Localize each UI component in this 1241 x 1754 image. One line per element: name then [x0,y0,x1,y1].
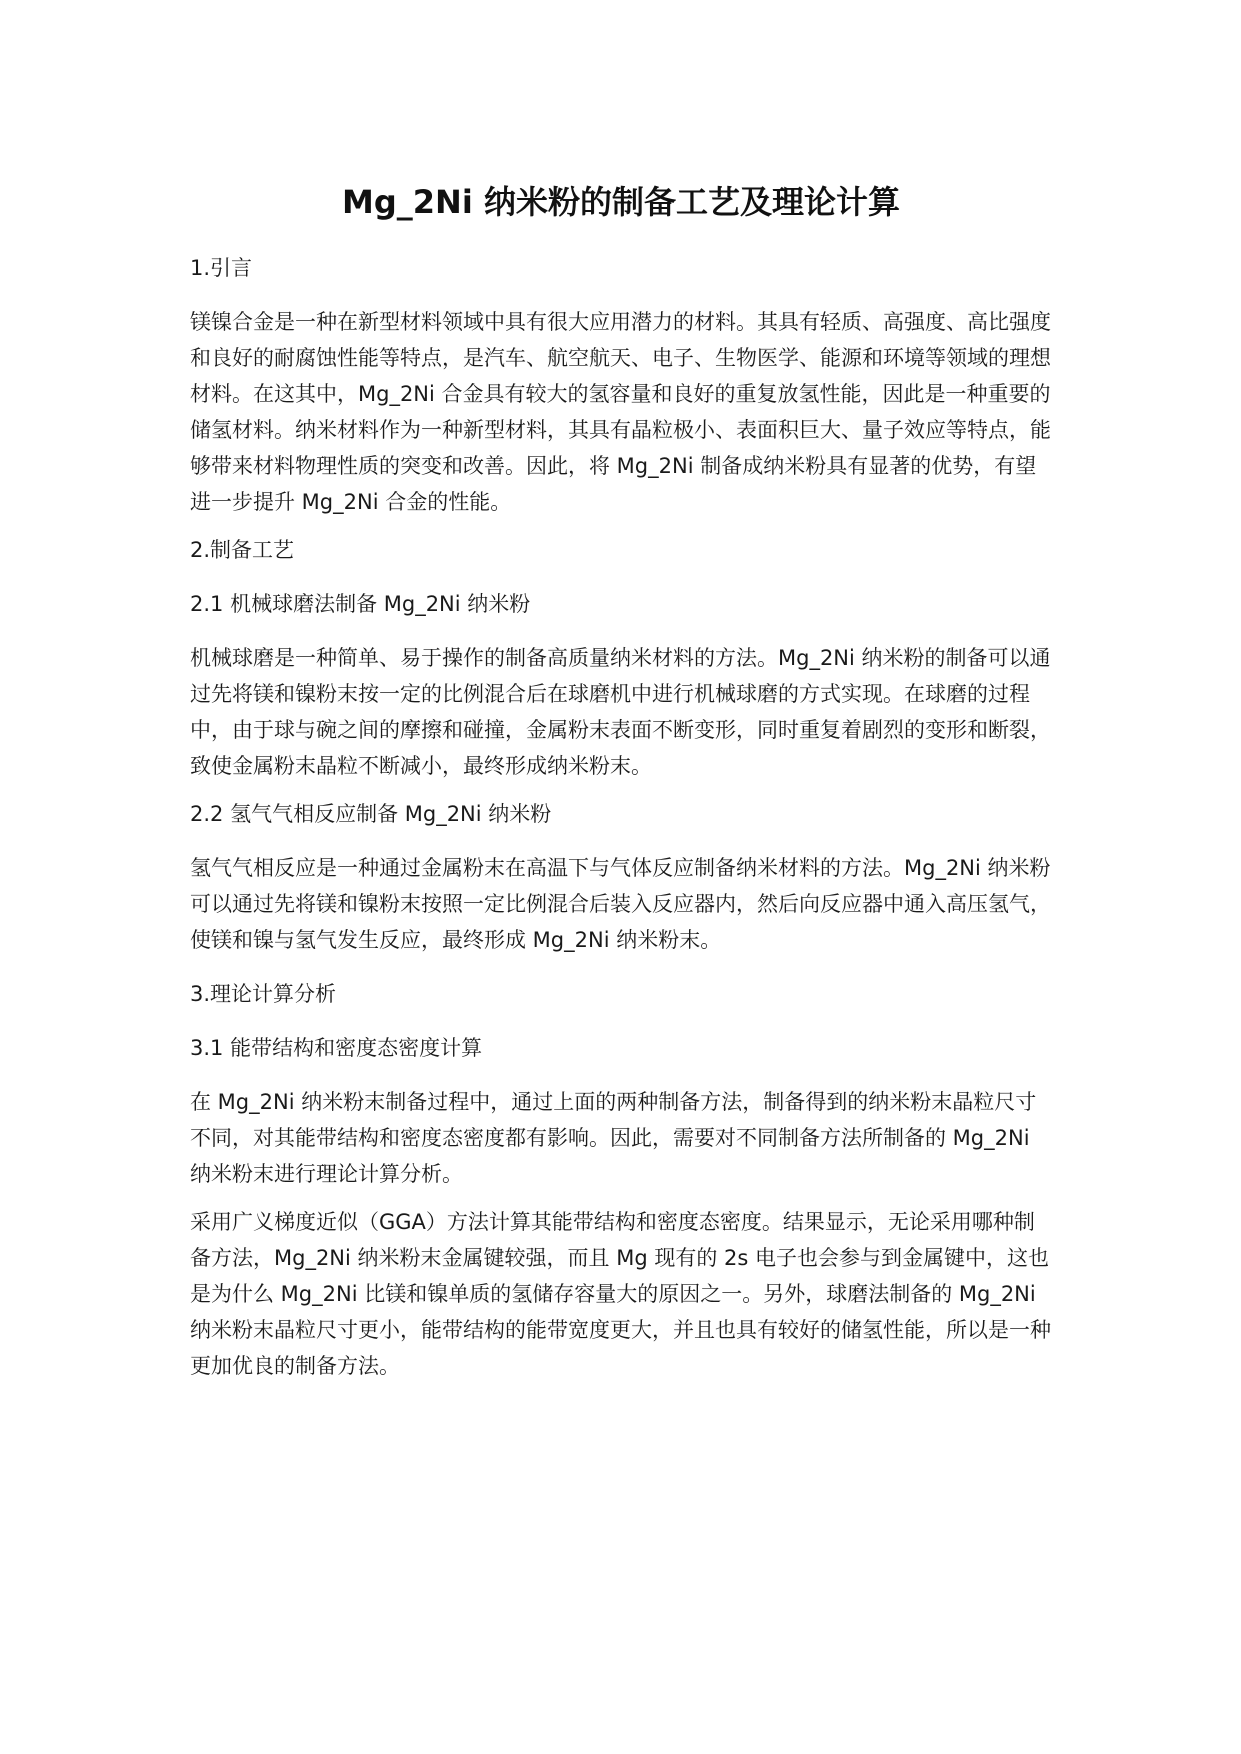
section-heading-theory: 3.理论计算分析 [190,982,337,1006]
section-heading-band-structure: 3.1 能带结构和密度态密度计算 [190,1036,483,1060]
section-heading-gas-phase: 2.2 氢气气相反应制备 Mg_2Ni 纳米粉 [190,802,552,826]
document-title: Mg_2Ni 纳米粉的制备工艺及理论计算 [342,183,900,221]
paragraph-band-structure-2: 采用广义梯度近似（GGA）方法计算其能带结构和密度态密度。结果显示，无论采用哪种制备方法，Mg_2Ni 纳米粉末金属键较强，而且 Mg 现有的 2s 电子也会参与到金属键中，这也是为什么 Mg_2Ni 比镁和镍单质的氢储存容量大的原因之一。另外，球磨法制备的 Mg_2Ni 纳米粉末晶粒尺寸更小，能带结构的能带宽度更大，并且也具有较好的储氢性能，所以是一种更加优良的制备方法。 [190,1210,1051,1378]
paragraph-band-structure-1: 在 Mg_2Ni 纳米粉末制备过程中，通过上面的两种制备方法，制备得到的纳米粉末晶粒尺寸不同，对其能带结构和密度态密度都有影响。因此，需要对不同制备方法所制备的 Mg_2Ni 纳米粉末进行理论计算分析。 [190,1090,1037,1186]
paragraph-gas-phase: 氢气气相反应是一种通过金属粉末在高温下与气体反应制备纳米材料的方法。Mg_2Ni 纳米粉可以通过先将镁和镍粉末按照一定比例混合后装入反应器内，然后向反应器中通入高压氢气，使镁和镍与氢气发生反应，最终形成 Mg_2Ni 纳米粉末。 [190,856,1051,952]
section-heading-introduction: 1.引言 [190,256,253,280]
section-heading-preparation: 2.制备工艺 [190,538,295,562]
section-heading-ball-milling: 2.1 机械球磨法制备 Mg_2Ni 纳米粉 [190,592,531,616]
paragraph-ball-milling: 机械球磨是一种简单、易于操作的制备高质量纳米材料的方法。Mg_2Ni 纳米粉的制备可以通过先将镁和镍粉末按一定的比例混合后在球磨机中进行机械球磨的方式实现。在球磨的过程中，由于球与碗之间的摩擦和碰撞，金属粉末表面不断变形，同时重复着剧烈的变形和断裂，致使金属粉末晶粒不断减小，最终形成纳米粉末。 [190,646,1051,778]
paragraph-introduction: 镁镍合金是一种在新型材料领域中具有很大应用潜力的材料。其具有轻质、高强度、高比强度和良好的耐腐蚀性能等特点，是汽车、航空航天、电子、生物医学、能源和环境等领域的理想材料。在这其中，Mg_2Ni 合金具有较大的氢容量和良好的重复放氢性能，因此是一种重要的储氢材料。纳米材料作为一种新型材料，其具有晶粒极小、表面积巨大、量子效应等特点，能够带来材料物理性质的突变和改善。因此，将 Mg_2Ni 制备成纳米粉具有显著的优势，有望进一步提升 Mg_2Ni 合金的性能。 [190,310,1051,514]
